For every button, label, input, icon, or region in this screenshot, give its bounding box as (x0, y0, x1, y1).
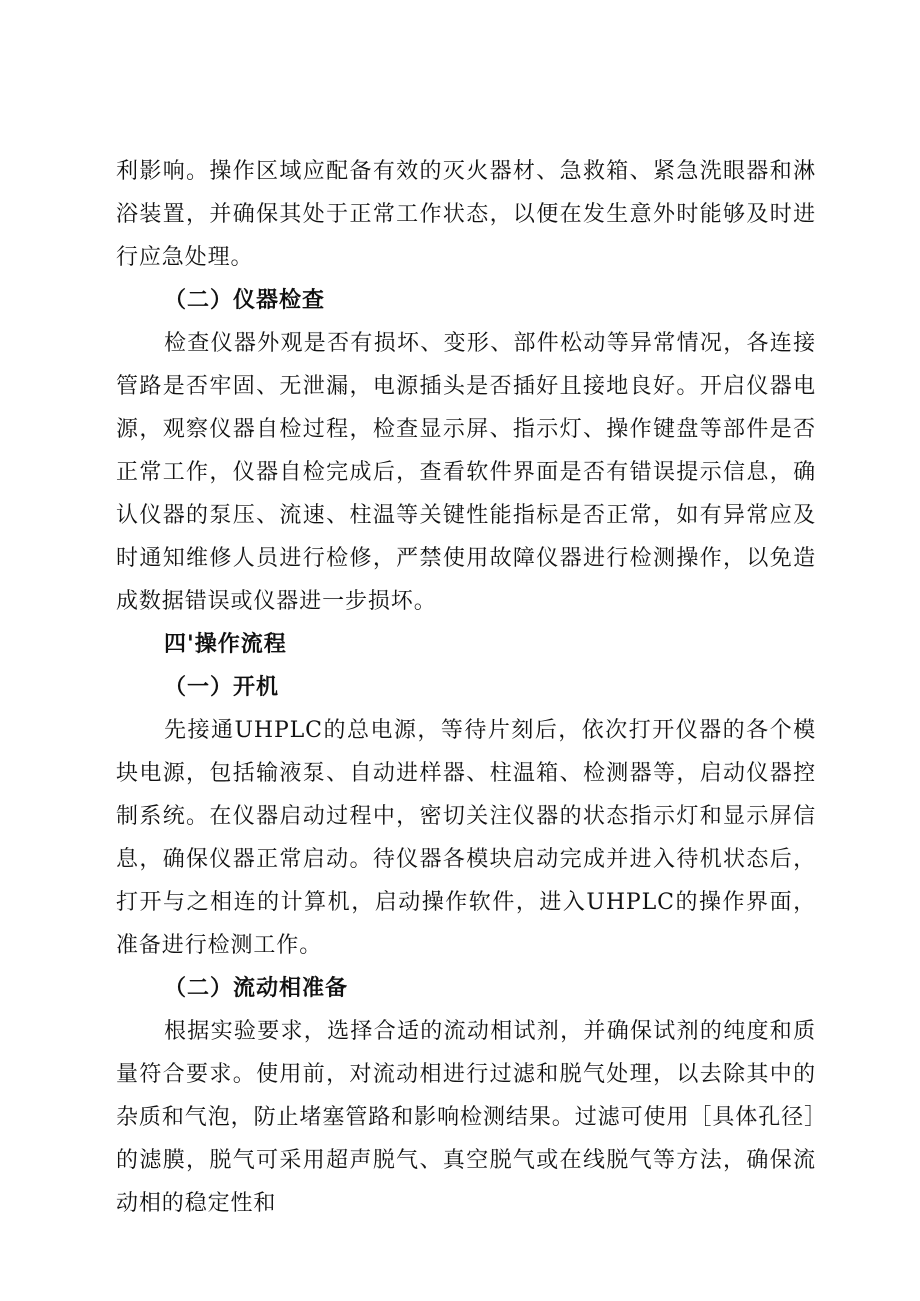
paragraph-instrument-check: 检查仪器外观是否有损坏、变形、部件松动等异常情况，各连接管路是否牢固、无泄漏，电源插头是否插好且接地良好。开启仪器电源，观察仪器自检过程，检查显示屏、指示灯、操作键盘等部件是否正常工作，仪器自检完成后，查看软件界面是否有错误提示信息，确认仪器的泵压、流速、柱温等关键性能指标是否正常，如有异常应及时通知维修人员进行检修，严禁使用故障仪器进行检测操作，以免造成数据错误或仪器进一步损坏。 (116, 331, 816, 614)
heading-operation-flow: 四'操作流程 (164, 632, 287, 657)
heading-mobile-phase: （二）流动相准备 (164, 976, 349, 1001)
paragraph-mobile-phase: 根据实验要求，选择合适的流动相试剂，并确保试剂的纯度和质量符合要求。使用前，对流动相进行过滤和脱气处理，以去除其中的杂质和气泡，防止堵塞管路和影响检测结果。过滤可使用［具体孔径］的滤膜，脱气可采用超声脱气、真空脱气或在线脱气等方法，确保流动相的稳定性和 (116, 1019, 816, 1216)
heading-instrument-check: （二）仪器检查 (164, 288, 326, 313)
paragraph-power-on: 先接通UHPLC的总电源，等待片刻后，依次打开仪器的各个模块电源，包括输液泵、自动进样器、柱温箱、检测器等，启动仪器控制系统。在仪器启动过程中，密切关注仪器的状态指示灯和显示屏信息，确保仪器正常启动。待仪器各模块启动完成并进入待机状态后，打开与之相连的计算机，启动操作软件，进入UHPLC的操作界面，准备进行检测工作。 (116, 718, 816, 958)
heading-power-on: （一）开机 (164, 675, 280, 700)
document-body (116, 150, 816, 1225)
paragraph-safety-continuation: 利影响。操作区域应配备有效的灭火器材、急救箱、紧急洗眼器和淋浴装置，并确保其处于正常工作状态，以便在发生意外时能够及时进行应急处理。 (116, 159, 816, 270)
